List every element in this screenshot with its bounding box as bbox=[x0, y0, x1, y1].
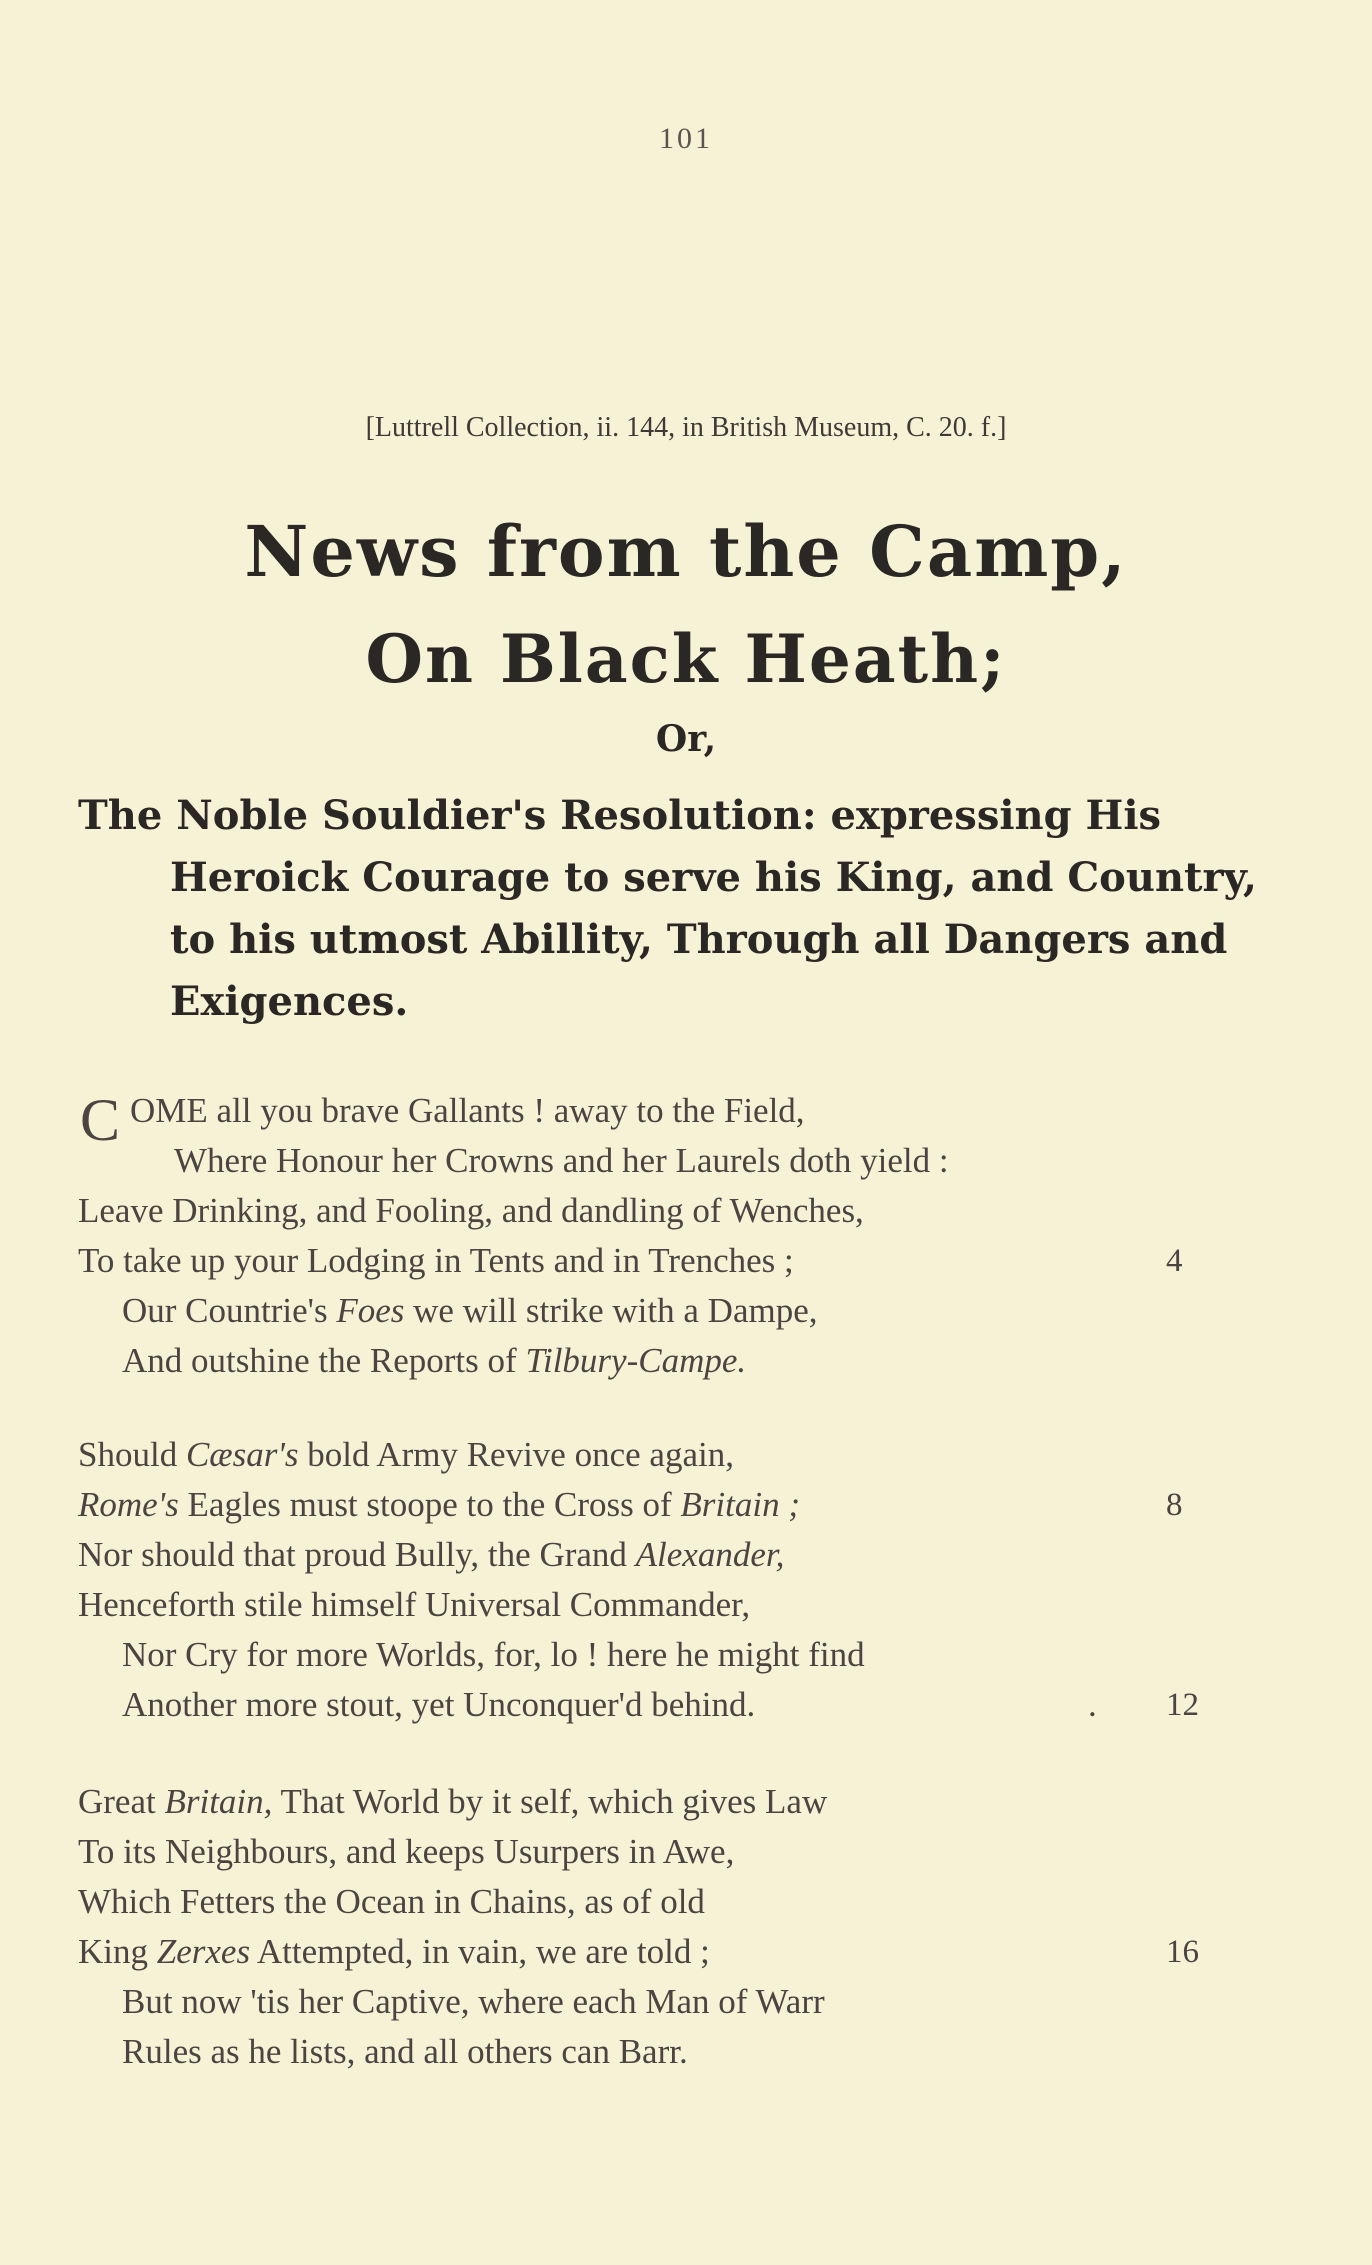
subtitle-line: The Noble Souldier's Resolution: expressing His bbox=[78, 792, 1162, 839]
verse-line bbox=[78, 1480, 1228, 1530]
verse-text: And outshine the Reports of Tilbury-Campe. bbox=[122, 1341, 747, 1380]
verse-text: Our Countrie's Foes we will strike with a Dampe, bbox=[122, 1291, 818, 1330]
verse-text: Nor Cry for more Worlds, for, lo ! here he might find bbox=[122, 1635, 865, 1674]
verse-text: Rules as he lists, and all others can Barr. bbox=[122, 2032, 688, 2071]
stanza-1 bbox=[78, 1086, 1228, 1386]
verse-text: To take up your Lodging in Tents and in Trenches ; bbox=[78, 1241, 794, 1280]
line-number: 4 bbox=[1166, 1243, 1183, 1279]
verse-line bbox=[78, 1877, 1228, 1927]
verse-text: Nor should that proud Bully, the Grand Alexander, bbox=[78, 1535, 785, 1574]
verse-text: King Zerxes Attempted, in vain, we are told ; bbox=[78, 1932, 710, 1971]
line-number: 12 bbox=[1166, 1687, 1199, 1723]
subtitle-line: Heroick Courage to serve his King, and Country, bbox=[170, 854, 1257, 901]
verse-text: Great Britain, That World by it self, which gives Law bbox=[78, 1782, 828, 1821]
verse-line bbox=[78, 1530, 1228, 1580]
verse-text: Should Cæsar's bold Army Revive once again, bbox=[78, 1435, 734, 1474]
verse-line bbox=[78, 1977, 1228, 2027]
verse-line bbox=[78, 1927, 1228, 1977]
verse-line bbox=[78, 1086, 1228, 1136]
verse-line bbox=[78, 1136, 1228, 1186]
subtitle bbox=[78, 785, 1257, 1033]
verse-line bbox=[78, 2027, 1228, 2077]
verse-line bbox=[78, 1777, 1228, 1827]
verse-text: Which Fetters the Ocean in Chains, as of old bbox=[78, 1882, 705, 1921]
verse-line bbox=[78, 1430, 1228, 1480]
verse-line bbox=[78, 1680, 1228, 1730]
verse-text: Henceforth stile himself Universal Commander, bbox=[78, 1585, 751, 1624]
verse-line bbox=[78, 1286, 1228, 1336]
verse-text: Rome's Eagles must stoope to the Cross of Britain ; bbox=[78, 1485, 800, 1524]
drop-cap: C bbox=[80, 1087, 121, 1153]
verse-text: To its Neighbours, and keeps Usurpers in Awe, bbox=[78, 1832, 735, 1871]
verse-text: OME all you brave Gallants ! away to the Field, bbox=[130, 1091, 805, 1130]
verse-line bbox=[78, 1580, 1228, 1630]
stanza-2 bbox=[78, 1430, 1228, 1730]
verse-text: But now 'tis her Captive, where each Man of Warr bbox=[122, 1982, 825, 2021]
verse-line bbox=[78, 1336, 1228, 1386]
line-number: 16 bbox=[1166, 1934, 1199, 1970]
verse-line bbox=[78, 1186, 1228, 1236]
verse-text: Where Honour her Crowns and her Laurels doth yield : bbox=[174, 1141, 949, 1180]
verse-text: Leave Drinking, and Fooling, and dandling of Wenches, bbox=[78, 1191, 864, 1230]
subtitle-line: Exigences. bbox=[170, 978, 409, 1025]
title-line-1: News from the Camp, bbox=[244, 510, 1128, 593]
title-or: Or, bbox=[655, 718, 717, 760]
page-number: 101 bbox=[659, 122, 713, 155]
line-number: 8 bbox=[1166, 1487, 1183, 1523]
subtitle-line: to his utmost Abillity, Through all Dangers and bbox=[170, 916, 1228, 963]
source-note: [Luttrell Collection, ii. 144, in British Museum, C. 20. f.] bbox=[365, 412, 1007, 443]
verse-line bbox=[78, 1827, 1228, 1877]
verse-line bbox=[78, 1630, 1228, 1680]
margin-mark: . bbox=[1088, 1685, 1097, 1724]
stanza-3 bbox=[78, 1777, 1228, 2077]
title-line-2: On Black Heath; bbox=[365, 620, 1007, 698]
verse-text: Another more stout, yet Unconquer'd behind. bbox=[122, 1685, 756, 1724]
verse-line bbox=[78, 1236, 1228, 1286]
